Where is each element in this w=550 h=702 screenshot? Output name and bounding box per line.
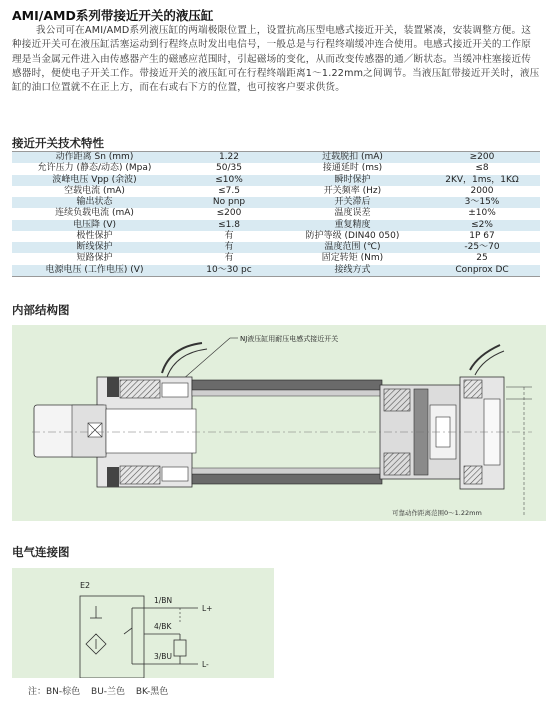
spec-value: 2000	[424, 186, 540, 197]
wiring-diagram	[12, 568, 274, 678]
spec-value: 1.22	[177, 152, 281, 163]
device-label: E2	[80, 581, 91, 590]
spec-label: 开关滞后	[281, 197, 424, 208]
plus-label: L+	[202, 604, 213, 613]
table-bottom-rule	[12, 276, 540, 277]
table-row	[12, 186, 540, 197]
load-symbol	[174, 640, 186, 656]
spec-value: ≤2%	[424, 220, 540, 231]
spec-label: 接通延时 (ms)	[281, 163, 424, 174]
spec-value: -25～70	[424, 242, 540, 253]
spec-value: ≤8	[424, 163, 540, 174]
spec-label: 防护等级 (DIN40 050)	[281, 231, 424, 242]
table-row	[12, 231, 540, 242]
spec-value: 25	[424, 253, 540, 264]
spec-value: 有	[177, 231, 281, 242]
spec-value: Conprox DC	[424, 265, 540, 276]
spec-value: ≥200	[424, 152, 540, 163]
page-title: AMI/AMD系列带接近开关的液压缸	[12, 8, 214, 23]
spec-value: ≤10%	[177, 175, 281, 186]
wire-bk-label: 4/BK	[154, 622, 172, 631]
table-row	[12, 208, 540, 219]
spec-label: 连续负载电流 (mA)	[12, 208, 177, 219]
wire-bn-label: 1/BN	[154, 596, 173, 605]
table-row	[12, 175, 540, 186]
minus-label: L-	[202, 660, 209, 669]
table-row	[12, 152, 540, 163]
spec-label: 过载脱扣 (mA)	[281, 152, 424, 163]
wiring-drawing	[12, 568, 274, 678]
spec-label: 电源电压 (工作电压) (V)	[12, 265, 177, 276]
callout-leader	[182, 338, 230, 380]
spec-label: 重复精度	[281, 220, 424, 231]
spec-label: 空载电流 (mA)	[12, 186, 177, 197]
spec-label: 温度范围 (℃)	[281, 242, 424, 253]
spec-label: 断线保护	[12, 242, 177, 253]
spec-label: 固定转矩 (Nm)	[281, 253, 424, 264]
spec-label: 短路保护	[12, 253, 177, 264]
spec-label: 接线方式	[281, 265, 424, 276]
spec-value: ≤1.8	[177, 220, 281, 231]
spec-label: 输出状态	[12, 197, 177, 208]
table-row	[12, 253, 540, 264]
spec-value: ≤200	[177, 208, 281, 219]
spec-value: 有	[177, 253, 281, 264]
spec-value: 3～15%	[424, 197, 540, 208]
spec-table	[12, 152, 540, 276]
table-row	[12, 242, 540, 253]
tie-rod-top	[192, 380, 382, 390]
spec-label: 波峰电压 Vpp (余波)	[12, 175, 177, 186]
tie-rod-bottom	[192, 474, 382, 484]
spec-value: 有	[177, 242, 281, 253]
callout-label: NJ液压缸用耐压电感式接近开关	[240, 335, 339, 343]
spec-value: 50/35	[177, 163, 281, 174]
spec-value: No pnp	[177, 197, 281, 208]
specs-heading: 接近开关技术特性	[12, 136, 104, 150]
spec-label: 允许压力 (静态/动态) (Mpa)	[12, 163, 177, 174]
spec-label: 电压降 (V)	[12, 220, 177, 231]
spec-label: 动作距离 Sn (mm)	[12, 152, 177, 163]
table-row	[12, 220, 540, 231]
structure-heading: 内部结构图	[12, 303, 70, 317]
cylinder-drawing	[12, 325, 546, 521]
sensor-cable-right	[470, 345, 500, 370]
intro-paragraph: 我公司可在AMI/AMD系列液压缸的两端极限位置上，设置抗高压型电感式接近开关，装置紧凑，安装调整方便。这种接近开关可在液压缸活塞运动到行程终点时发出电信号，一般总是与行程终端缓冲连合使用。电感式接近开关的工作原理是当金属元件进入由传感器产生的磁感应范围时，引起磁场的变化，从而改变传感器的通／断状态。当缓冲柱塞接近传感器时，便使电子开关工作。带接近开关的液压缸可在行程终端距离1～1.22mm之间调节。当液压缸带接近开关时，液压缸的油口位置就不在正上方，而在右或右下方的位置，也可按客户要求供货。	[12, 25, 540, 94]
structure-diagram	[12, 325, 546, 521]
spec-value: 10～30 pc	[177, 265, 281, 276]
table-row	[12, 197, 540, 208]
spec-label: 瞬时保护	[281, 175, 424, 186]
spec-label: 开关频率 (Hz)	[281, 186, 424, 197]
spec-label: 极性保护	[12, 231, 177, 242]
wire-bu-label: 3/BU	[154, 652, 172, 661]
table-row	[12, 163, 540, 174]
wiring-heading: 电气连接图	[12, 545, 70, 559]
spec-value: 1P 67	[424, 231, 540, 242]
spec-label: 温度误差	[281, 208, 424, 219]
table-row	[12, 265, 540, 276]
spec-value: 2KV，1ms，1KΩ	[424, 175, 540, 186]
color-note: 注：BN-棕色 BU-兰色 BK-黑色	[28, 687, 169, 697]
range-note: 可靠动作距离范围0～1.22mm	[392, 509, 482, 517]
spec-value: ±10%	[424, 208, 540, 219]
spec-value: ≤7.5	[177, 186, 281, 197]
